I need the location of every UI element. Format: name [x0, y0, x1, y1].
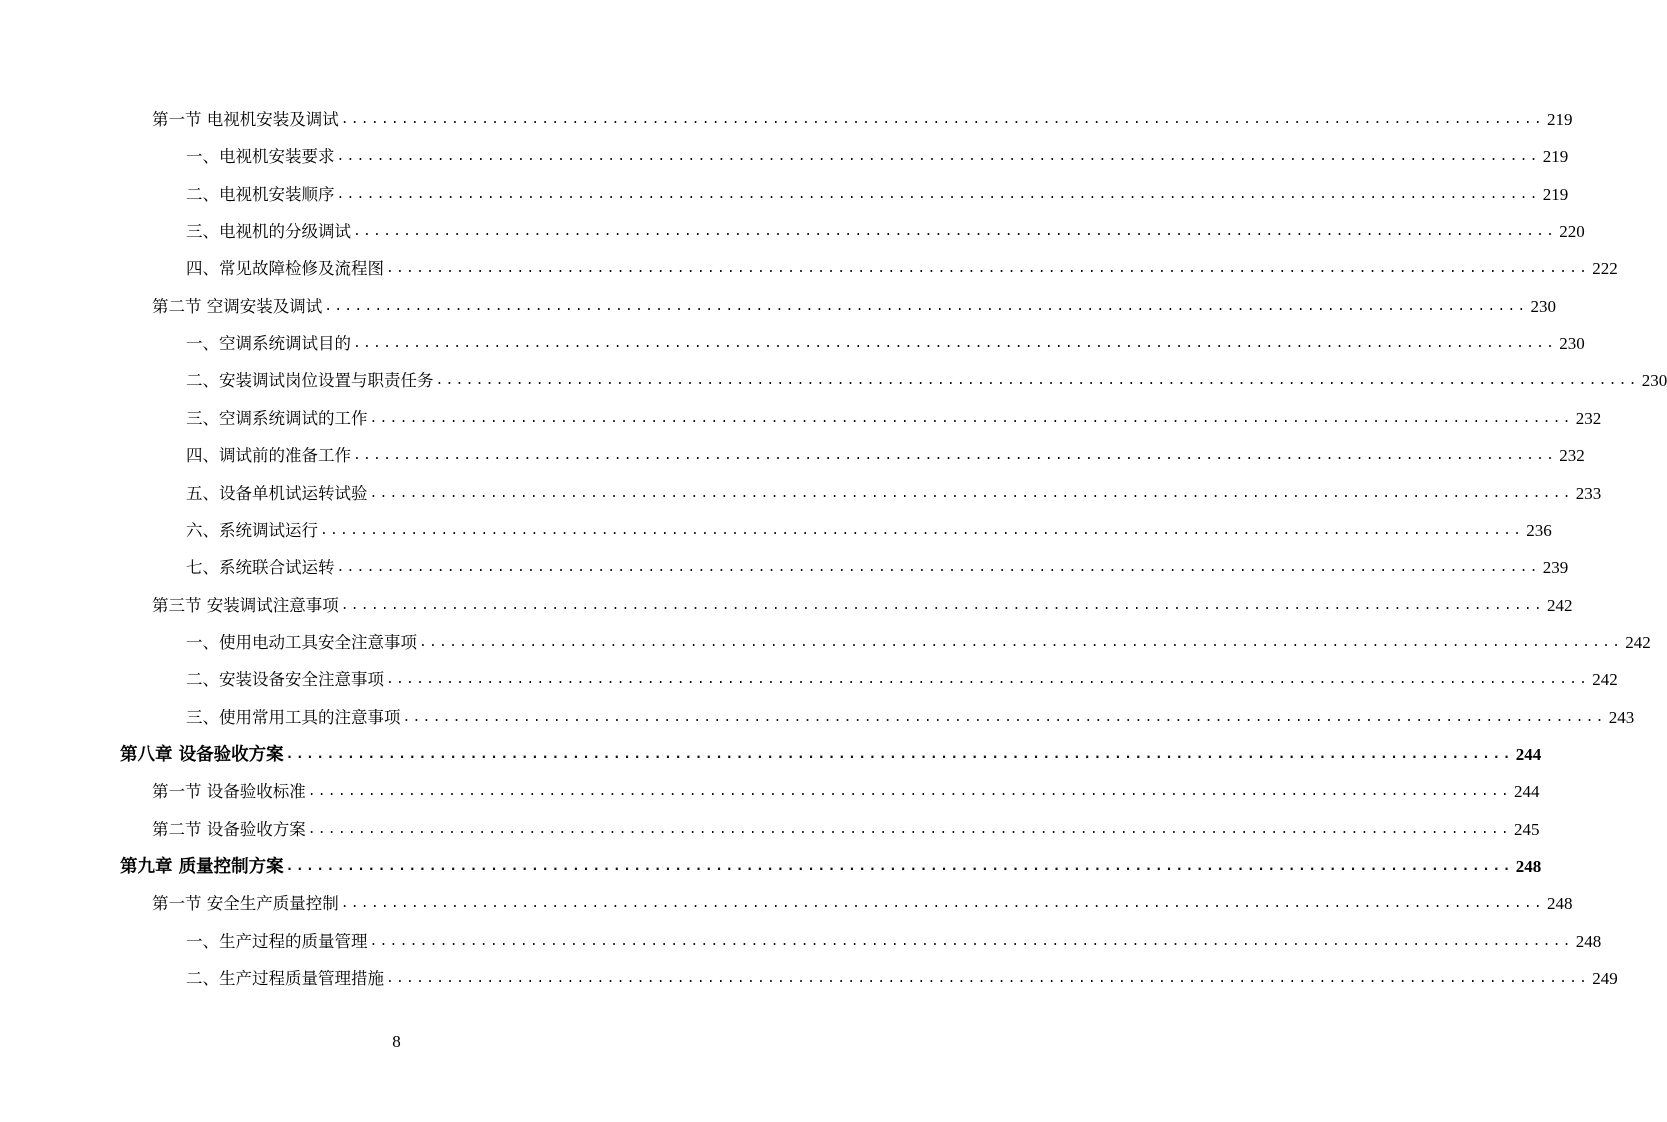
toc-entry[interactable]: [186, 219, 1585, 243]
toc-entry-title: 第一节 设备验收标准: [152, 782, 306, 801]
toc-entry-title: 三、电视机的分级调试: [186, 222, 351, 241]
toc-entry-page: 222: [1592, 259, 1618, 278]
toc-entry-page: 242: [1592, 670, 1618, 689]
toc-entry-title: 第三节 安装调试注意事项: [152, 596, 339, 615]
toc-entry-title: 六、系统调试运行: [186, 521, 318, 540]
toc-dot-leader: ........................................................................................................................: [369, 486, 1573, 501]
toc-entry-title: 第一节 安全生产质量控制: [152, 894, 339, 913]
toc-entry-page: 232: [1559, 446, 1585, 465]
toc-entry-page: 248: [1575, 932, 1602, 951]
toc-dot-leader: ........................................................................................................................: [353, 224, 1557, 239]
toc-entry[interactable]: [186, 518, 1552, 542]
toc-entry[interactable]: [186, 667, 1618, 691]
toc-dot-leader: ........................................................................................................................: [386, 971, 1590, 986]
toc-entry-page: 243: [1608, 708, 1635, 727]
toc-dot-leader: ........................................................................................................................: [386, 672, 1590, 687]
toc-entry-page: 230: [1530, 297, 1556, 316]
toc-dot-leader: ........................................................................................................................: [402, 710, 1606, 725]
toc-entry-page: 248: [1515, 857, 1542, 876]
toc-dot-leader: ........................................................................................................................: [340, 896, 1544, 911]
toc-entry-title: 二、安装调试岗位设置与职责任务: [186, 371, 434, 390]
toc-entry-page: 244: [1515, 745, 1542, 764]
toc-entry[interactable]: [152, 817, 1540, 841]
toc-entry[interactable]: [186, 256, 1618, 280]
toc-entry-title: 二、电视机安装顺序: [186, 185, 335, 204]
toc-entry[interactable]: [120, 742, 1542, 766]
toc-entry[interactable]: [152, 593, 1573, 617]
toc-entry[interactable]: [152, 107, 1573, 131]
toc-entry[interactable]: [186, 331, 1585, 355]
toc-entry-page: 232: [1575, 409, 1602, 428]
toc-entry[interactable]: [186, 929, 1602, 953]
toc-entry-title: 四、调试前的准备工作: [186, 446, 351, 465]
toc-dot-leader: ........................................................................................................................: [435, 373, 1639, 388]
toc-dot-leader: ........................................................................................................................: [320, 523, 1524, 538]
toc-entry-page: 230: [1559, 334, 1585, 353]
toc-dot-leader: ........................................................................................................................: [369, 934, 1573, 949]
toc-entry-title: 第二节 设备验收方案: [152, 820, 306, 839]
toc-dot-leader: ........................................................................................................................: [336, 187, 1540, 202]
toc-entry[interactable]: [186, 406, 1602, 430]
toc-dot-leader: ........................................................................................................................: [324, 299, 1528, 314]
toc-dot-leader: ........................................................................................................................: [353, 448, 1557, 463]
toc-entry-page: 249: [1592, 969, 1618, 988]
toc-dot-leader: ........................................................................................................................: [340, 598, 1544, 613]
toc-entry[interactable]: [186, 481, 1602, 505]
toc-entry-page: 220: [1559, 222, 1585, 241]
page-number: 8: [392, 1032, 401, 1051]
toc-entry[interactable]: [152, 294, 1556, 318]
toc-entry[interactable]: [186, 368, 1667, 392]
toc-entry-title: 一、生产过程的质量管理: [186, 932, 368, 951]
toc-entry-title: 第九章 质量控制方案: [120, 857, 284, 877]
toc-entry-title: 四、常见故障检修及流程图: [186, 259, 384, 278]
toc-dot-leader: ........................................................................................................................: [386, 261, 1590, 276]
toc-entry-page: 244: [1513, 782, 1540, 801]
toc-entry-page: 233: [1575, 484, 1602, 503]
toc-entry-title: 第八章 设备验收方案: [120, 745, 284, 765]
toc-entry-page: 219: [1542, 147, 1569, 166]
toc-entry[interactable]: [152, 779, 1540, 803]
toc-entry-page: 219: [1542, 185, 1569, 204]
toc-dot-leader: ........................................................................................................................: [336, 149, 1540, 164]
toc-dot-leader: ........................................................................................................................: [369, 411, 1573, 426]
toc-dot-leader: ........................................................................................................................: [285, 859, 1513, 874]
toc-entry-title: 一、空调系统调试目的: [186, 334, 351, 353]
toc-entry[interactable]: [186, 966, 1618, 990]
toc-entry[interactable]: [186, 182, 1569, 206]
toc-dot-leader: ........................................................................................................................: [353, 336, 1557, 351]
toc-entry-page: 248: [1546, 894, 1573, 913]
toc-entry-page: 230: [1641, 371, 1667, 390]
toc-entry-title: 第一节 电视机安装及调试: [152, 110, 339, 129]
toc-dot-leader: ........................................................................................................................: [307, 822, 1511, 837]
toc-entry-page: 239: [1542, 558, 1569, 577]
toc-entry-title: 二、生产过程质量管理措施: [186, 969, 384, 988]
toc-dot-leader: ........................................................................................................................: [419, 635, 1623, 650]
toc-entry-title: 三、使用常用工具的注意事项: [186, 708, 401, 727]
toc-entry[interactable]: [186, 705, 1635, 729]
toc-entry[interactable]: [186, 443, 1585, 467]
toc-dot-leader: ........................................................................................................................: [285, 747, 1513, 762]
toc-entry-title: 五、设备单机试运转试验: [186, 484, 368, 503]
toc-entry-title: 七、系统联合试运转: [186, 558, 335, 577]
toc-entry-title: 二、安装设备安全注意事项: [186, 670, 384, 689]
toc-dot-leader: ........................................................................................................................: [307, 784, 1511, 799]
toc-entry[interactable]: [186, 630, 1651, 654]
toc-entry[interactable]: [186, 144, 1569, 168]
toc-entry-page: 242: [1546, 596, 1573, 615]
toc-entry-page: 245: [1513, 820, 1540, 839]
toc-entry-title: 一、使用电动工具安全注意事项: [186, 633, 417, 652]
toc-entry-page: 236: [1526, 521, 1552, 540]
toc-entry[interactable]: [152, 891, 1573, 915]
toc-entry-title: 第二节 空调安装及调试: [152, 297, 323, 316]
toc-entry[interactable]: [186, 555, 1569, 579]
toc-entry-page: 219: [1546, 110, 1573, 129]
toc-dot-leader: ........................................................................................................................: [336, 560, 1540, 575]
toc-entry-page: 242: [1625, 633, 1651, 652]
toc-entry-title: 三、空调系统调试的工作: [186, 409, 368, 428]
toc-dot-leader: ........................................................................................................................: [340, 112, 1544, 127]
toc-entry[interactable]: [120, 854, 1542, 878]
toc-entry-title: 一、电视机安装要求: [186, 147, 335, 166]
